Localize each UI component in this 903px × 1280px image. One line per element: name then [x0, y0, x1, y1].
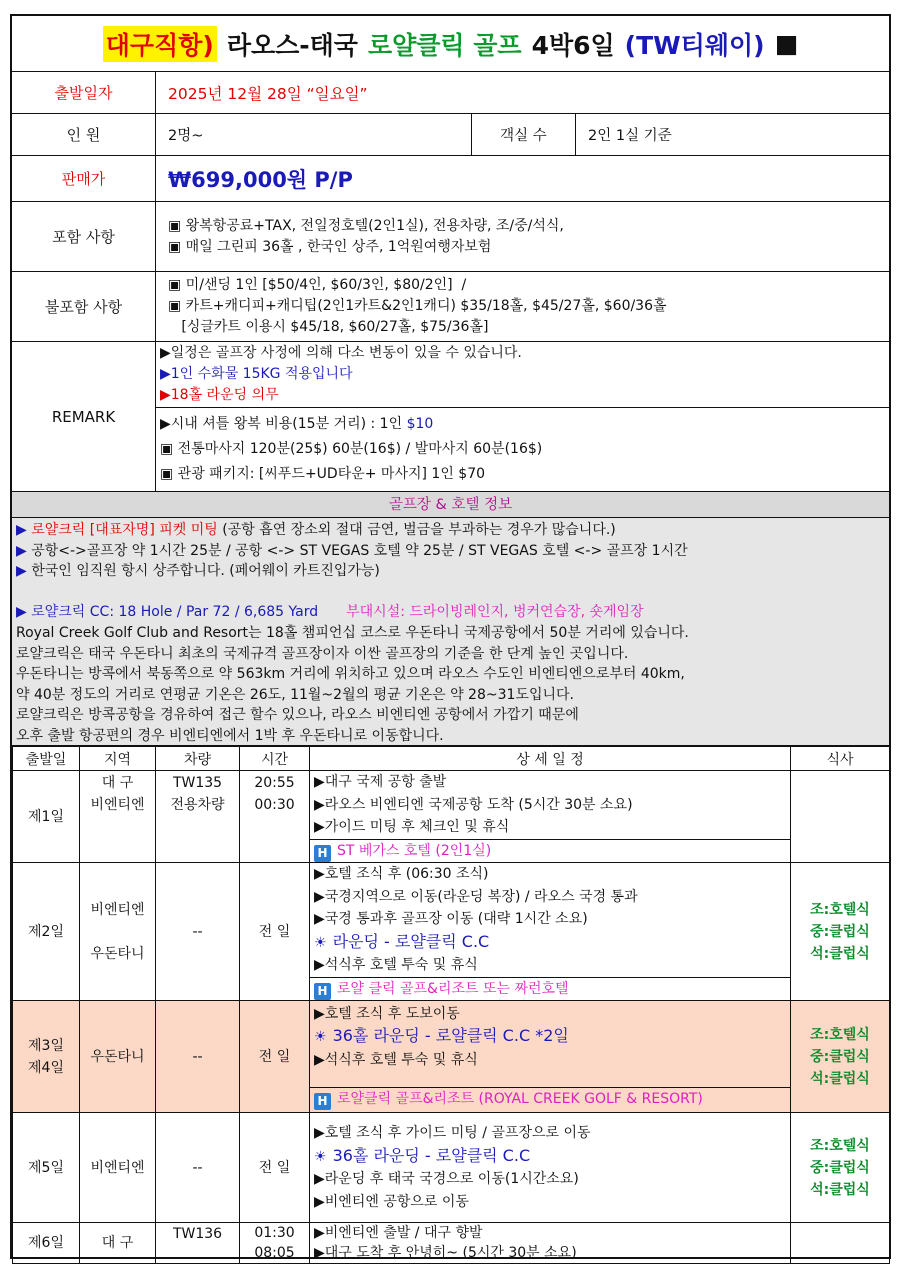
included-item: ▣ 왕복항공료+TAX, 전일정호텔(2인1실), 전용차량, 조/중/석식,: [168, 217, 564, 234]
people-row: [12, 114, 889, 156]
meal-cell: [791, 1223, 890, 1264]
hotel-line: H 로얄클릭 골프&리조트 (ROYAL CREEK GOLF & RESORT): [310, 1087, 790, 1111]
excluded-label: 불포함 사항: [12, 272, 156, 341]
excluded-row: [12, 272, 889, 342]
detail-line: ▶비엔티엔 공항으로 이동: [314, 1193, 469, 1210]
remark-line: ▶시내 셔틀 왕복 비용(15분 거리) : 1인 $10: [160, 416, 434, 432]
hotel-line: H 로얄 클릭 골프&리조트 또는 짜런호텔: [310, 977, 790, 1001]
excluded-list: [156, 272, 667, 341]
vehicle-cell: TW135 전용차량: [156, 771, 240, 863]
remark-line: ▣ 전통마사지 120분(25$) 60분(16$) / 발마사지 60분(16$): [160, 441, 543, 457]
remark-line: ▣ 관광 패키지: [씨푸드+UD타운+ 마사지] 1인 $70: [160, 466, 486, 482]
included-label: 포함 사항: [12, 202, 156, 271]
schedule-row-day6: [13, 1223, 890, 1264]
vehicle-cell: --: [156, 1001, 240, 1113]
remark-line: ▶일정은 골프장 사정에 의해 다소 변동이 있을 수 있습니다.: [160, 345, 522, 361]
people-label: 인 원: [12, 114, 156, 155]
schedule-header-row: [13, 747, 890, 771]
price-label: 판매가: [12, 156, 156, 201]
meal-cell: [791, 771, 890, 863]
vehicle-cell: TW136: [156, 1223, 240, 1264]
detail-cell: [310, 863, 791, 1001]
remark-row: [12, 342, 889, 492]
hotel-icon: H: [314, 845, 331, 862]
included-item: ▣ 매일 그린피 36홀 , 한국인 상주, 1억원여행자보험: [168, 238, 492, 255]
detail-line: ▶호텔 조식 후 도보이동: [314, 1005, 460, 1022]
hotel-icon: H: [314, 983, 331, 1000]
day-cell: 제3일 제4일: [13, 1001, 80, 1113]
detail-line: ▶호텔 조식 후 (06:30 조식): [314, 866, 489, 882]
remark-line: ▶18홀 라운딩 의무: [160, 387, 279, 403]
golf-desc: 오후 출발 항공편의 경우 비엔티엔에서 1박 후 우돈타니로 이동합니다.: [16, 727, 444, 744]
golf-line: ▶ 한국인 임직원 항시 상주합니다. (페어웨이 카트진입가능): [16, 563, 380, 580]
time-cell: 전 일: [240, 1113, 310, 1223]
detail-line: ▶호텔 조식 후 가이드 미팅 / 골프장으로 이동: [314, 1125, 591, 1141]
col-header: 차량: [156, 747, 240, 771]
meal-cell: 조:호텔식 중:클럽식 석:클럽식: [791, 1113, 890, 1223]
detail-line: ▶비엔티엔 출발 / 대구 향발: [314, 1225, 483, 1241]
detail-line: ▶석식후 호텔 투숙 및 휴식: [314, 1051, 478, 1068]
day-cell: 제5일: [13, 1113, 80, 1223]
region-cell: 비엔티엔 우돈타니: [80, 863, 156, 1001]
golf-desc: 약 40분 정도의 거리로 연평균 기온은 26도, 11월~2월의 평균 기온은 약 28~31도입니다.: [16, 686, 574, 703]
remark-line: ▶1인 수화물 15KG 적용입니다: [160, 366, 353, 382]
title-highlight: 대구직항): [103, 26, 217, 62]
day-cell: 제1일: [13, 771, 80, 863]
included-row: [12, 202, 889, 272]
schedule-row-day3-4: [13, 1001, 890, 1113]
golf-desc: 로얄크릭은 방콕공항을 경유하여 접근 할수 있으나, 라오스 비엔티엔 공항에서 가깝기 때문에: [16, 707, 579, 724]
col-header: 지역: [80, 747, 156, 771]
departure-value: 2025년 12월 28일 “일요일”: [168, 84, 368, 103]
detail-line: ▶석식후 호텔 투숙 및 휴식: [314, 957, 478, 973]
golf-desc: Royal Creek Golf Club and Resort는 18홀 챔피언십 코스로 우돈타니 국제공항에서 50분 거리에 있습니다.: [16, 624, 689, 641]
col-header: 출발일: [13, 747, 80, 771]
title-square-icon: ■: [774, 29, 799, 58]
col-header: 식사: [791, 747, 890, 771]
title-duration: 4박6일: [531, 30, 615, 60]
detail-line: ▶대구 도착 후 안녕히~ (5시간 30분 소요): [314, 1245, 577, 1261]
excluded-item: [싱글카트 이용시 $45/18, $60/27홀, $75/36홀]: [168, 319, 489, 335]
price-row: [12, 156, 889, 202]
meal-cell: 조:호텔식 중:클럽식 석:클럽식: [791, 1001, 890, 1113]
sun-icon: ☀: [314, 1148, 327, 1165]
included-list: [156, 202, 564, 271]
col-header: 시간: [240, 747, 310, 771]
detail-cell: [310, 771, 791, 863]
sun-icon: ☀: [314, 934, 327, 951]
day-cell: 제6일: [13, 1223, 80, 1264]
itinerary-document: [10, 14, 891, 1259]
meal-cell: 조:호텔식 중:클럽식 석:클럽식: [791, 863, 890, 1001]
round-line: ☀ 36홀 라운딩 - 로얄클릭 C.C *2일: [314, 1026, 569, 1045]
time-cell: 01:30 08:05: [240, 1223, 310, 1264]
golf-info-header: 골프장 & 호텔 정보: [12, 492, 889, 518]
detail-line: ▶라오스 비엔티엔 국제공항 도착 (5시간 30분 소요): [314, 796, 633, 813]
detail-cell: [310, 1223, 791, 1264]
hotel-line: H ST 베가스 호텔 (2인1실): [310, 839, 790, 863]
golf-info-body: [12, 518, 889, 746]
room-label: 객실 수: [472, 114, 576, 155]
region-cell: 대 구 비엔티엔: [80, 771, 156, 863]
schedule-row-day5: [13, 1113, 890, 1223]
sun-icon: ☀: [314, 1029, 327, 1045]
room-value: 2인 1실 기준: [588, 128, 672, 144]
col-header: 상 세 일 정: [310, 747, 791, 771]
region-cell: 우돈타니: [80, 1001, 156, 1113]
people-value: 2명~: [156, 114, 472, 155]
detail-cell: [310, 1001, 791, 1113]
golf-line: ▶ 로얄크릭 CC: 18 Hole / Par 72 / 6,685 Yard 부대시설: 드라이빙레인지, 벙커연습장, 숏게임장: [16, 604, 644, 621]
golf-desc: 로얄크릭은 태국 우돈타니 최초의 국제규격 골프장이자 이싼 골프장의 기준을 한 단계 높인 곳입니다.: [16, 645, 629, 662]
detail-line: ▶국경 통과후 골프장 이동 (대략 1시간 소요): [314, 911, 588, 927]
schedule-row-day2: [13, 863, 890, 1001]
day-cell: 제2일: [13, 863, 80, 1001]
document-title: [12, 16, 889, 72]
golf-desc: 우돈타니는 방콕에서 북동쪽으로 약 563km 거리에 위치하고 있으며 라오스 수도인 비엔티엔으로부터 40km,: [16, 666, 685, 683]
schedule-row-day1: [13, 771, 890, 863]
schedule-table: [12, 746, 890, 1264]
detail-line: ▶대구 국제 공항 출발: [314, 774, 447, 790]
departure-row: [12, 72, 889, 114]
detail-cell: [310, 1113, 791, 1223]
detail-line: ▶국경지역으로 이동(라운딩 복장) / 라오스 국경 통과: [314, 888, 638, 905]
golf-line: ▶ 공항<->골프장 약 1시간 25분 / 공항 <-> ST VEGAS 호텔 약 25분 / ST VEGAS 호텔 <-> 골프장 1시간: [16, 542, 688, 559]
detail-line: ▶가이드 미팅 후 체크인 및 휴식: [314, 819, 510, 835]
departure-label: 출발일자: [12, 72, 156, 113]
detail-line: ▶라운딩 후 태국 국경으로 이동(1시간소요): [314, 1171, 579, 1187]
vehicle-cell: --: [156, 863, 240, 1001]
time-cell: 20:55 00:30: [240, 771, 310, 863]
round-line: ☀ 36홀 라운딩 - 로얄클릭 C.C: [314, 1145, 531, 1165]
remark-bottom: [156, 408, 889, 492]
remark-label: REMARK: [12, 342, 156, 491]
region-cell: 비엔티엔: [80, 1113, 156, 1223]
region-cell: 대 구: [80, 1223, 156, 1264]
title-airline: (TW티웨이): [624, 30, 765, 60]
excluded-item: ▣ 미/샌딩 1인 [$50/4인, $60/3인, $80/2인] /: [168, 277, 467, 293]
time-cell: 전 일: [240, 863, 310, 1001]
time-cell: 전 일: [240, 1001, 310, 1113]
golf-line: ▶ 로얄크릭 [대표자명] 피켓 미팅 (공항 흡연 장소외 절대 금연, 벌금을 부과하는 경우가 많습니다.): [16, 522, 616, 538]
remark-top: [156, 342, 889, 408]
vehicle-cell: --: [156, 1113, 240, 1223]
round-line: ☀ 라운딩 - 로얄클릭 C.C: [314, 931, 490, 951]
hotel-icon: H: [314, 1093, 331, 1110]
price-value: ₩699,000원 P/P: [168, 167, 353, 192]
title-route: 라오스-태국: [226, 30, 358, 60]
title-golf: 로얄클릭 골프: [367, 30, 522, 60]
excluded-item: ▣ 카트+캐디피+캐디팁(2인1카트&2인1캐디) $35/18홀, $45/27홀, $60/36홀: [168, 298, 667, 314]
